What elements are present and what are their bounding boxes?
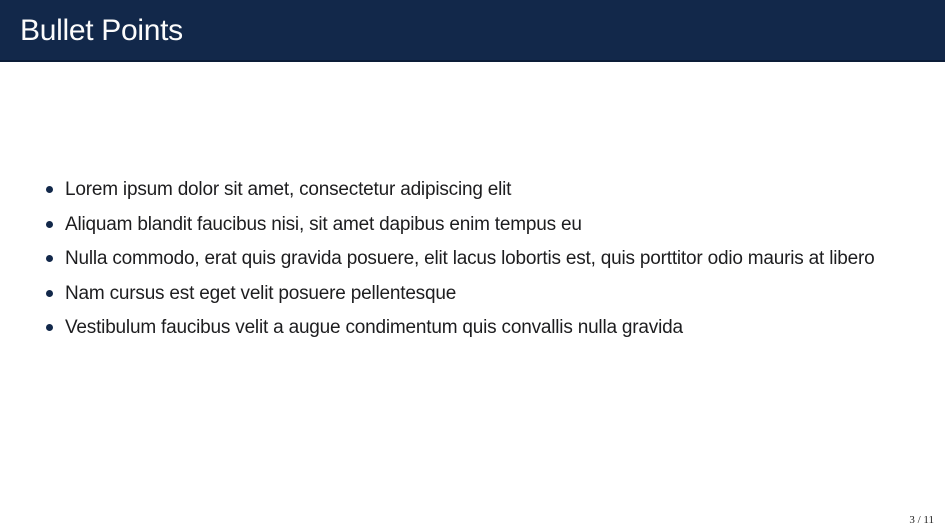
bullet-text: Lorem ipsum dolor sit amet, consectetur adipiscing elit: [65, 179, 512, 200]
bullet-dot-icon: [46, 255, 53, 262]
bullet-dot-icon: [46, 290, 53, 297]
page-footer: [909, 514, 934, 526]
bullet-item: [0, 313, 893, 342]
bullet-text: Aliquam blandit faucibus nisi, sit amet dapibus enim tempus eu: [65, 213, 582, 235]
bullet-list: [0, 175, 893, 348]
bullet-dot-icon: [46, 324, 53, 331]
bullet-item: [0, 279, 893, 308]
slide-title-bar: [0, 0, 945, 62]
bullet-dot-icon: [46, 186, 53, 193]
bullet-text: Nam cursus est eget velit posuere pellentesque: [65, 282, 457, 304]
bullet-item: [0, 210, 893, 239]
bullet-item: [0, 175, 893, 204]
bullet-text: Vestibulum faucibus velit a augue condimentum quis convallis nulla gravida: [65, 317, 683, 338]
bullet-dot-icon: [46, 221, 53, 228]
bullet-item: [0, 244, 893, 273]
slide-title: Bullet Points: [20, 14, 183, 47]
page-indicator: 3 / 11: [909, 514, 934, 526]
bullet-text: Nulla commodo, erat quis gravida posuere, elit lacus lobortis est, quis porttitor odio mauris at libero: [65, 248, 875, 269]
